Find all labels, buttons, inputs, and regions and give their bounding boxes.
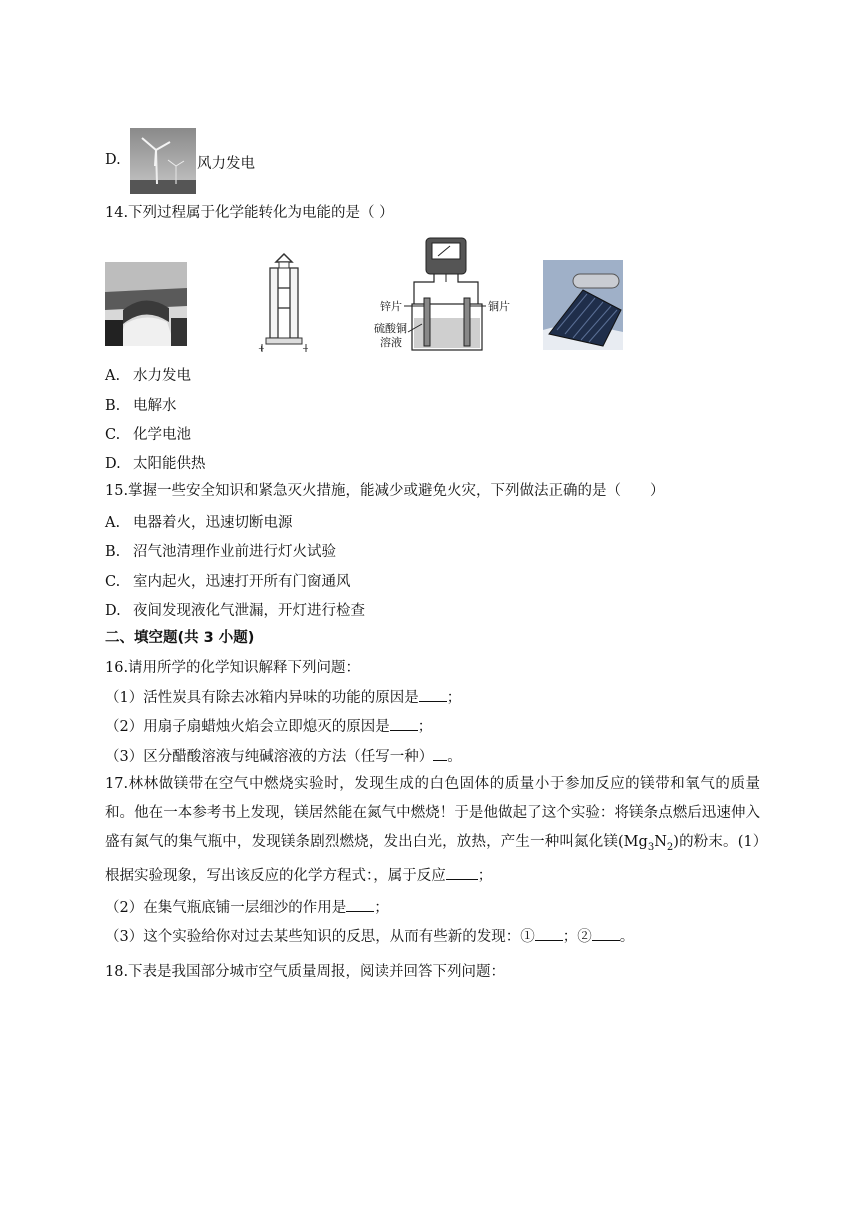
q17-item-3: （3）这个实验给你对过去某些知识的反思，从而有些新的发现：① ；② 。 <box>105 926 634 947</box>
q15-option-c: C. 室内起火，迅速打开所有门窗通风 <box>105 574 351 590</box>
q16-item-2: （2）用扇子扇蜡烛火焰会立即熄灭的原因是 ； <box>105 716 432 737</box>
svg-text:+: + <box>258 344 265 353</box>
solar-heater-image <box>543 260 623 350</box>
q16-item-3: （3）区分醋酸溶液与纯碱溶液的方法（任写一种） 。 <box>105 746 462 767</box>
q14-stem: 14.下列过程属于化学能转化为电能的是（ ） <box>105 205 394 221</box>
q14-option-a: A. 水力发电 <box>105 368 191 384</box>
electrolysis-apparatus-image <box>254 248 314 354</box>
section-heading: 二、填空题(共 3 小题) <box>105 630 255 646</box>
q14-option-d: D. 太阳能供热 <box>105 456 206 472</box>
hydropower-image <box>105 262 187 346</box>
q15-stem: 15.掌握一些安全知识和紧急灭火措施，能减少或避免火灾，下列做法正确的是（ ） <box>105 483 665 499</box>
q16-stem: 16.请用所学的化学知识解释下列问题： <box>105 660 361 676</box>
q16-item-1: （1）活性炭具有除去冰箱内异味的功能的原因是 ； <box>105 687 461 708</box>
q14-option-c: C. 化学电池 <box>105 427 191 443</box>
q18-stem: 18.下表是我国部分城市空气质量周报，阅读并回答下列问题： <box>105 964 506 980</box>
svg-text:−: − <box>302 344 309 353</box>
q15-option-b: B. 沼气池清理作业前进行灯火试验 <box>105 544 336 560</box>
q13-option-d-letter: D. <box>105 152 121 168</box>
q14-option-b: B. 电解水 <box>105 398 177 414</box>
zinc-plate-label: 锌片 <box>380 300 402 313</box>
q15-option-a: A. 电器着火，迅速切断电源 <box>105 515 293 531</box>
copper-plate-label: 铜片 <box>488 300 510 313</box>
q15-option-d: D. 夜间发现液化气泄漏，开灯进行检查 <box>105 603 365 619</box>
wind-turbine-image <box>130 128 196 194</box>
q17-item-2: （2）在集气瓶底铺一层细沙的作用是 ； <box>105 897 389 918</box>
chemical-battery-diagram <box>374 234 516 354</box>
copper-sulfate-label-2: 溶液 <box>380 336 402 349</box>
q17-paragraph: 17.林林做镁带在空气中燃烧实验时，发现生成的白色固体的质量小于参加反应的镁带和氧气的质量和。他在一本参考书上发现，镁居然能在氮气中燃烧！于是他做起了这个实验：将镁条点燃后迅速伸入盛有氮气的集气瓶中，发现镁条剧烈燃烧，发出白光，放热，产生一种叫氮化镁$(Mg_3N_2)$的粉末。(1）根据实验现象，写出该反应的化学方程式：，属于反应 ； <box>105 776 760 884</box>
copper-sulfate-label-1: 硫酸铜 <box>374 322 407 335</box>
q13-option-d-text: 风力发电 <box>197 156 255 172</box>
